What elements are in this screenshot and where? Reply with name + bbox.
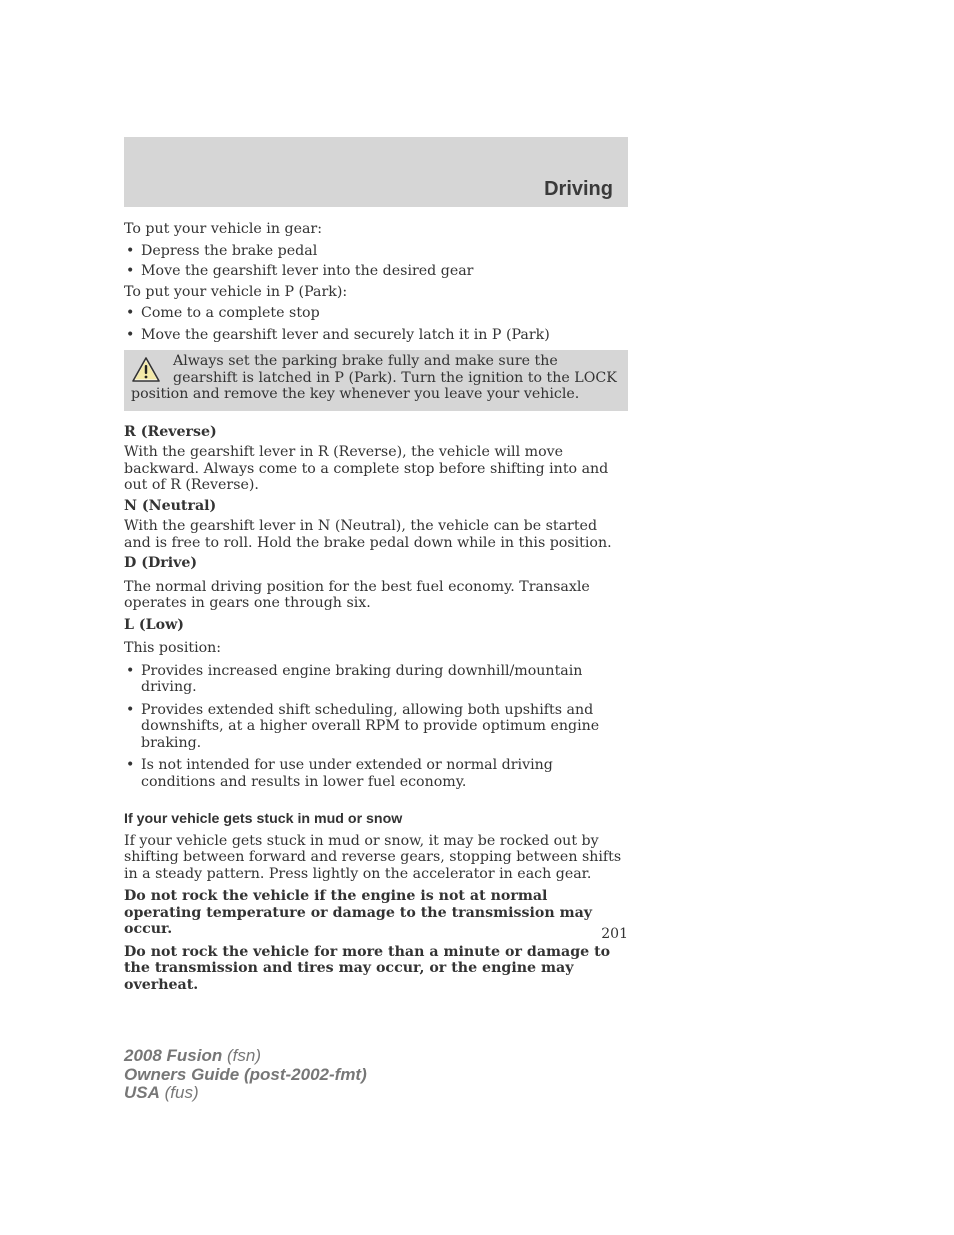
list-item: • Move the gearshift lever and securely latch it in P (Park) (126, 326, 550, 343)
low-heading: L (Low) (124, 616, 184, 633)
reverse-heading: R (Reverse) (124, 423, 217, 440)
footer-line-1: 2008 Fusion (fsn) (124, 1046, 261, 1065)
warning-text: Always set the parking brake fully and make sure the gearshift is latched in P (Park). Turn the ignition to the LOCK position and remove the key whenever you leave your vehicle. (131, 353, 617, 402)
list-item: • Move the gearshift lever into the desired gear (126, 263, 474, 279)
footer-line-3: USA (fus) (124, 1083, 199, 1102)
document-footer (124, 1047, 367, 1103)
stuck-body: If your vehicle gets stuck in mud or snow, it may be rocked out by shifting between forward and reverse gears, stopping between shifts in a steady pattern. Press lightly on the accelerator in each gear. (124, 832, 622, 882)
gear-lead: To put your vehicle in gear: (124, 221, 322, 237)
stuck-caution-1: Do not rock the vehicle if the engine is not at normal operating temperature or damage to the transmission may occur. (124, 888, 593, 937)
neutral-heading: N (Neutral) (124, 497, 217, 514)
section-header-band (124, 137, 628, 207)
low-lead: This position: (124, 640, 222, 656)
drive-heading: D (Drive) (124, 555, 198, 571)
list-item: • Is not intended for use under extended or normal driving conditions and results in lower fuel economy. (126, 757, 553, 790)
list-item: • Depress the brake pedal (126, 242, 318, 259)
drive-body: The normal driving position for the best fuel economy. Transaxle operates in gears one through six. (124, 578, 590, 611)
warning-box (124, 350, 628, 411)
warning-triangle-icon (131, 356, 161, 384)
stuck-caution-2: Do not rock the vehicle for more than a minute or damage to the transmission and tires may occur, or the engine may overheat. (124, 943, 611, 993)
page-number: 201 (601, 926, 628, 942)
list-item: • Provides increased engine braking during downhill/mountain driving. (126, 662, 583, 695)
stuck-heading: If your vehicle gets stuck in mud or snow (124, 811, 403, 827)
list-item: • Provides extended shift scheduling, allowing both upshifts and downshifts, at a higher overall RPM to provide optimum engine braking. (126, 701, 600, 751)
page-content (124, 221, 628, 993)
reverse-body: With the gearshift lever in R (Reverse), the vehicle will move backward. Always come to a complete stop before shifting into and out of R (Reverse). (124, 444, 609, 493)
park-lead: To put your vehicle in P (Park): (124, 283, 348, 300)
section-title: Driving (544, 178, 613, 200)
neutral-body: With the gearshift lever in N (Neutral), the vehicle can be started and is free to roll. Hold the brake pedal down while in this position. (124, 518, 612, 551)
footer-line-2: Owners Guide (post-2002-fmt) (124, 1064, 367, 1084)
list-item: • Come to a complete stop (126, 305, 320, 321)
